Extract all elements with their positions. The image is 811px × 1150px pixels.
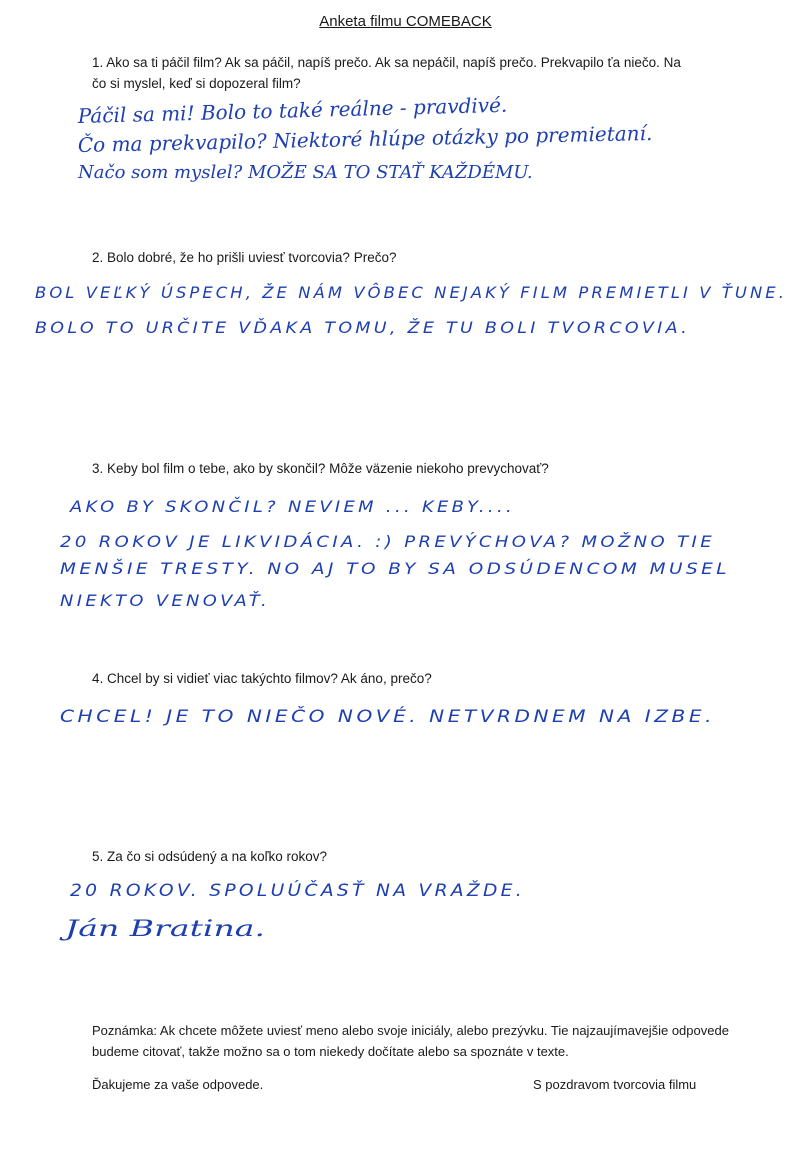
answer-3-line-2: 20 ROKOV JE LIKVIDÁCIA. :) PREVÝCHOVA? MOŽNO TIE xyxy=(60,532,715,551)
note: Poznámka: Ak chcete môžete uviesť meno alebo svoje iniciály, alebo prezývku. Tie najzaujímavejšie odpovede budeme citovať, takže možno sa o tom niekedy dočítate alebo sa spoznáte v texte. xyxy=(92,1023,729,1059)
question-4: 4. Chcel by si vidieť viac takýchto filmov? Ak áno, prečo? xyxy=(92,671,432,686)
page-title: Anketa filmu COMEBACK xyxy=(319,13,492,30)
answer-1-line-2: Čo ma prekvapilo? Niektoré hlúpe otázky po premietaní. xyxy=(77,120,653,157)
regards-text: S pozdravom tvorcovia filmu xyxy=(533,1077,697,1092)
thanks-text: Ďakujeme za vaše odpovede. xyxy=(92,1077,264,1092)
answer-5-signature: Ján Bratina. xyxy=(58,917,265,942)
question-3: 3. Keby bol film o tebe, ako by skončil? Môže väzenie niekoho prevychovať? xyxy=(92,461,549,476)
answer-3-line-4: NIEKTO VENOVAŤ. xyxy=(60,591,270,610)
answer-5-line-1: 20 ROKOV. SPOLUÚČASŤ NA VRAŽDE. xyxy=(70,881,485,901)
answer-3-line-1: AKO BY SKONČIL? NEVIEM ... KEBY.... xyxy=(68,497,515,516)
question-2: 2. Bolo dobré, že ho prišli uviesť tvorcovia? Prečo? xyxy=(92,250,397,265)
answer-1-line-1: Páčil sa mi! Bolo to také reálne - pravdivé. xyxy=(77,92,508,128)
answer-3-line-3: MENŠIE TRESTY. NO AJ TO BY SA ODSÚDENCOM MUSEL xyxy=(60,559,730,578)
question-1: 1. Ako sa ti páčil film? Ak sa páčil, napíš prečo. Ak sa nepáčil, napíš prečo. Prekvapilo ťa niečo. Na čo si myslel, keď si dopozeral film? xyxy=(92,55,681,91)
answer-4-line-1: CHCEL! JE TO NIEČO NOVÉ. NETVRDNEM NA IZBE. xyxy=(60,707,615,727)
answer-1-line-3: Načo som myslel? MOŽE SA TO STAŤ KAŽDÉMU. xyxy=(78,162,533,183)
answer-2-line-2: BOLO TO URČITE VĎAKA TOMU, ŽE TU BOLI TVORCOVIA. xyxy=(35,318,690,337)
question-5: 5. Za čo si odsúdený a na koľko rokov? xyxy=(92,849,328,864)
answer-2-line-1: BOL VEĽKÝ ÚSPECH, ŽE NÁM VÔBEC NEJAKÝ FILM PREMIETLI V ŤUNE. xyxy=(35,283,787,302)
